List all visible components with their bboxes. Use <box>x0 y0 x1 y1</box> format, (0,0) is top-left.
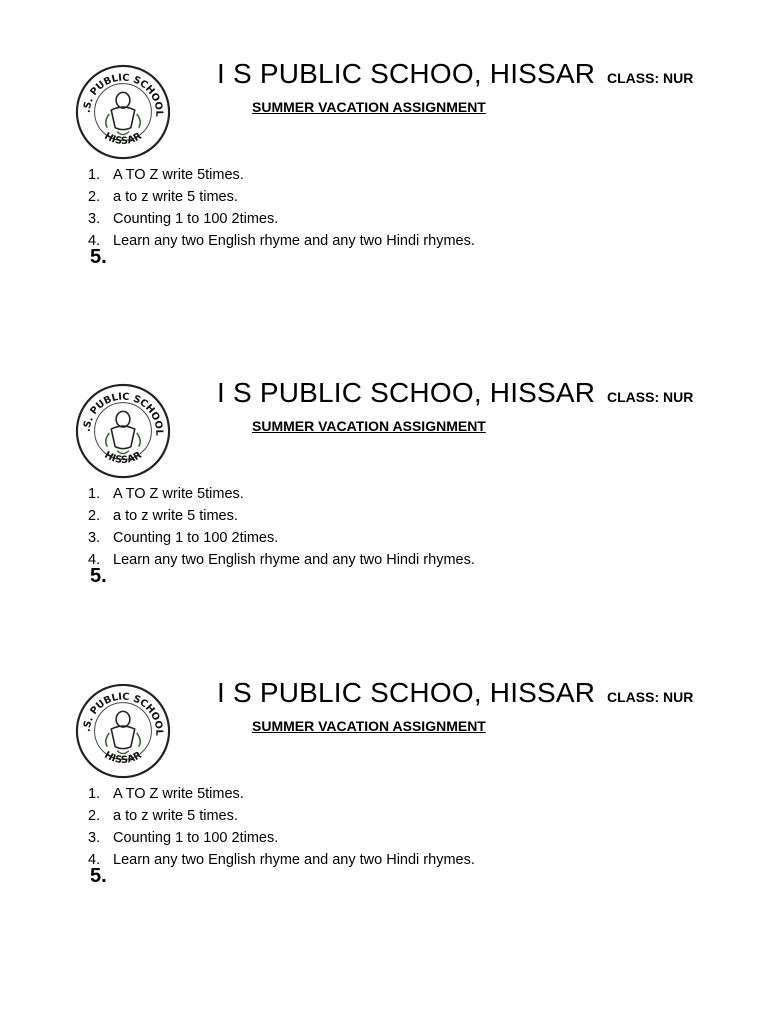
list-item <box>88 505 475 527</box>
list-item-text: a to z write 5 times. <box>113 189 238 205</box>
svg-text:HISSAR: HISSAR <box>102 449 144 466</box>
item-five-number: 5. <box>90 865 107 887</box>
list-item <box>88 208 475 230</box>
list-item <box>88 783 475 805</box>
assignment-section-3 <box>0 677 768 982</box>
class-label: CLASS: NUR <box>607 389 694 405</box>
list-item-number: 2. <box>88 508 101 524</box>
list-item-text: Counting 1 to 100 2times. <box>113 530 279 546</box>
list-item <box>88 827 475 849</box>
list-item-number: 3. <box>88 830 101 846</box>
list-item <box>88 230 475 252</box>
list-item-text: a to z write 5 times. <box>113 508 238 524</box>
list-item <box>88 805 475 827</box>
list-item-number: 4. <box>88 852 101 868</box>
list-item <box>88 164 475 186</box>
list-item <box>88 483 475 505</box>
school-name: I S PUBLIC SCHOO, HISSAR <box>217 377 596 408</box>
list-item <box>88 549 475 571</box>
school-seal-logo-icon <box>74 682 172 780</box>
list-item-number: 3. <box>88 211 101 227</box>
list-item-number: 2. <box>88 189 101 205</box>
class-label: CLASS: NUR <box>607 70 694 86</box>
school-seal-logo-icon <box>74 63 172 161</box>
list-item-number: 4. <box>88 552 101 568</box>
list-item-text: A TO Z write 5times. <box>113 167 244 183</box>
list-item-text: A TO Z write 5times. <box>113 486 244 502</box>
list-item-text: a to z write 5 times. <box>113 808 238 824</box>
task-list <box>88 483 475 571</box>
svg-text:HISSAR: HISSAR <box>102 749 144 766</box>
class-label: CLASS: NUR <box>607 689 694 705</box>
assignment-title: SUMMER VACATION ASSIGNMENT <box>252 99 486 115</box>
svg-text:I.S. PUBLIC SCHOOL: .S. PUBLIC SCHOOL <box>81 391 165 436</box>
list-item <box>88 186 475 208</box>
list-item-number: 1. <box>88 167 101 183</box>
list-item <box>88 527 475 549</box>
school-seal-logo-icon <box>74 382 172 480</box>
assignment-title: SUMMER VACATION ASSIGNMENT <box>252 718 486 734</box>
list-item-text: Counting 1 to 100 2times. <box>113 211 279 227</box>
item-five-number: 5. <box>90 565 107 587</box>
list-item-number: 1. <box>88 786 101 802</box>
list-item-number: 1. <box>88 486 101 502</box>
school-name: I S PUBLIC SCHOO, HISSAR <box>217 677 596 708</box>
list-item-text: Counting 1 to 100 2times. <box>113 830 279 846</box>
list-item-text: Learn any two English rhyme and any two Hindi rhymes. <box>113 233 475 249</box>
task-list <box>88 164 475 252</box>
task-list <box>88 783 475 871</box>
svg-text:HISSAR: HISSAR <box>102 130 144 147</box>
list-item-number: 3. <box>88 530 101 546</box>
school-name: I S PUBLIC SCHOO, HISSAR <box>217 58 596 89</box>
list-item-number: 4. <box>88 233 101 249</box>
list-item-number: 2. <box>88 808 101 824</box>
list-item-text: Learn any two English rhyme and any two Hindi rhymes. <box>113 552 475 568</box>
assignment-section-2 <box>0 377 768 682</box>
list-item-text: Learn any two English rhyme and any two Hindi rhymes. <box>113 852 475 868</box>
assignment-section-1 <box>0 58 768 363</box>
item-five-number: 5. <box>90 246 107 268</box>
assignment-title: SUMMER VACATION ASSIGNMENT <box>252 418 486 434</box>
svg-text:I.S. PUBLIC SCHOOL: .S. PUBLIC SCHOOL <box>81 691 165 736</box>
list-item-text: A TO Z write 5times. <box>113 786 244 802</box>
list-item <box>88 849 475 871</box>
svg-text:I.S. PUBLIC SCHOOL: .S. PUBLIC SCHOOL <box>81 72 165 117</box>
